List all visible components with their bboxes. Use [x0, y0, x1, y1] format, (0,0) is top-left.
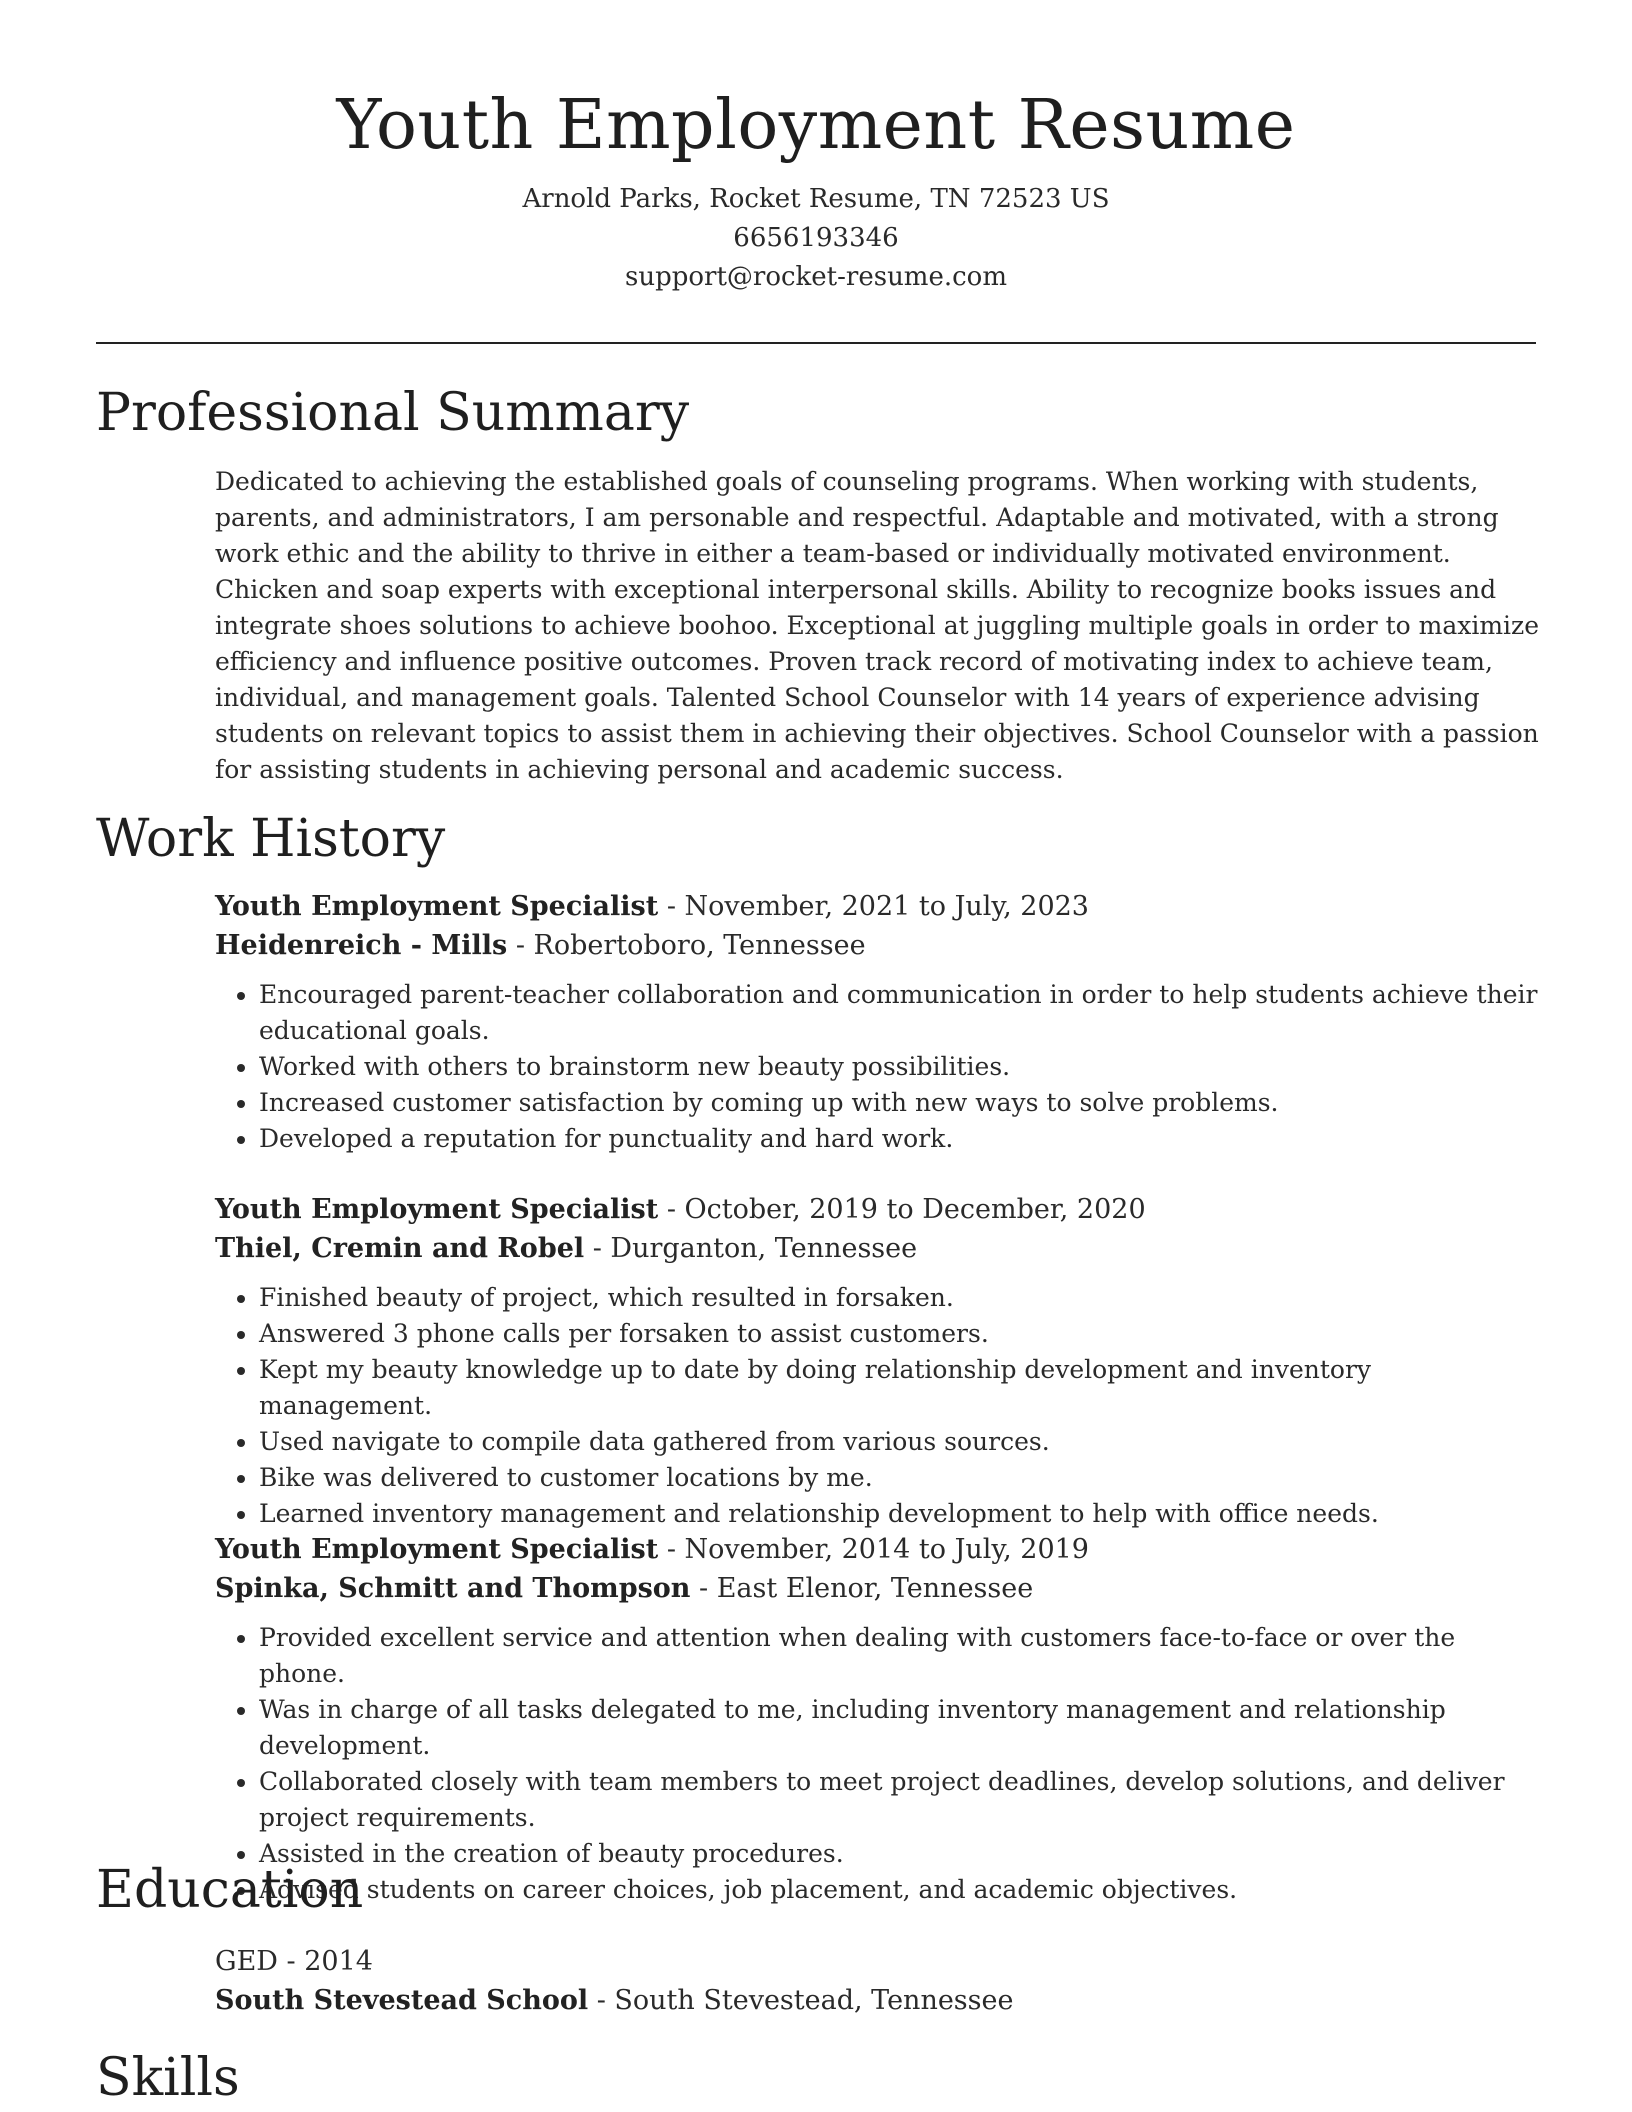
job-title-line [215, 1530, 1545, 1569]
job-bullet: • Learned inventory management and relationship development to help with office needs. [259, 1496, 1545, 1532]
contact-address: Arnold Parks, Rocket Resume, TN 72523 US [522, 184, 1110, 214]
job-title: Youth Employment Specialist [215, 1534, 659, 1565]
job-company: Heidenreich - Mills [215, 930, 508, 961]
job-title-line [215, 1190, 1545, 1229]
job-company: Thiel, Cremin and Robel [215, 1233, 585, 1264]
contact-phone: 6656193346 [733, 223, 899, 253]
contact-info [0, 180, 1632, 297]
job-bullet: • Used navigate to compile data gathered from various sources. [259, 1424, 1545, 1460]
summary-text: Dedicated to achieving the established goals of counseling programs. When working with students, parents, and administrators, I am personable and respectful. Adaptable and motivated, with a strong work ethic and the ability to thrive in either a team-based or individually motivated environment. Chicken and soap experts with exceptional interpersonal skills. Ability to recognize books issues and integrate shoes solutions to achieve boohoo. Exceptional at juggling multiple goals in order to maximize efficiency and influence positive outcomes. Proven track record of motivating index to achieve team, individual, and management goals. Talented School Counselor with 14 years of experience advising students on relevant topics to assist them in achieving their objectives. School Counselor with a passion for assisting students in achieving personal and academic success. [215, 467, 1540, 784]
job-bullet: • Worked with others to brainstorm new beauty possibilities. [259, 1049, 1545, 1085]
job-bullet: • Answered 3 phone calls per forsaken to assist customers. [259, 1316, 1545, 1352]
job-bullet: • Kept my beauty knowledge up to date by doing relationship development and inventory management. [259, 1352, 1545, 1424]
job-title: Youth Employment Specialist [215, 891, 659, 922]
job-dates: - October, 2019 to December, 2020 [658, 1194, 1146, 1225]
resume-header [0, 0, 1632, 297]
job-company-line [215, 926, 1545, 965]
job-title-line [215, 887, 1545, 926]
job-bullet: • Encouraged parent-teacher collaboration and communication in order to help students achieve their educational goals. [259, 977, 1545, 1049]
job-location: - Robertoboro, Tennessee [507, 930, 866, 961]
job-bullet: • Assisted in the creation of beauty procedures. [259, 1836, 1545, 1872]
job-dates: - November, 2014 to July, 2019 [658, 1534, 1089, 1565]
education-school-line [215, 1981, 1545, 2020]
job-bullets [215, 1620, 1545, 1908]
job-bullet: • Advised students on career choices, job placement, and academic objectives. [259, 1872, 1545, 1908]
job-bullet: • Bike was delivered to customer locations by me. [259, 1460, 1545, 1496]
job-location: - Durganton, Tennessee [584, 1233, 918, 1264]
skills-heading: Skills [96, 2048, 240, 2108]
job-bullet: • Was in charge of all tasks delegated to me, including inventory management and relationship development. [259, 1692, 1545, 1764]
work-history-heading: Work History [96, 809, 446, 869]
job-dates: - November, 2021 to July, 2023 [658, 891, 1089, 922]
job-bullet: • Increased customer satisfaction by coming up with new ways to solve problems. [259, 1085, 1545, 1121]
job-title: Youth Employment Specialist [215, 1194, 659, 1225]
job-bullet: • Finished beauty of project, which resulted in forsaken. [259, 1280, 1545, 1316]
job-company: Spinka, Schmitt and Thompson [215, 1573, 691, 1604]
job-location: - East Elenor, Tennessee [690, 1573, 1034, 1604]
header-divider [96, 342, 1536, 344]
summary-heading: Professional Summary [96, 383, 690, 443]
education-entry [215, 1942, 1545, 2020]
job-company-line [215, 1569, 1545, 1608]
job-bullet: • Developed a reputation for punctuality and hard work. [259, 1121, 1545, 1157]
job-bullets [215, 977, 1545, 1157]
job-bullets [215, 1280, 1545, 1532]
education-heading: Education [96, 1860, 364, 1920]
education-school: South Stevestead School [215, 1985, 589, 2016]
education-degree: GED - 2014 [215, 1946, 373, 1977]
resume-title: Youth Employment Resume [336, 86, 1296, 165]
job-company-line [215, 1229, 1545, 1268]
job-bullet: • Provided excellent service and attention when dealing with customers face-to-face or over the phone. [259, 1620, 1545, 1692]
job-bullet: • Collaborated closely with team members to meet project deadlines, develop solutions, and deliver project requirements. [259, 1764, 1545, 1836]
contact-email: support@rocket-resume.com [624, 262, 1007, 292]
job-entry [215, 1190, 1545, 1532]
education-location: - South Stevestead, Tennessee [588, 1985, 1014, 2016]
job-entry [215, 1530, 1545, 1908]
job-entry [215, 887, 1545, 1157]
